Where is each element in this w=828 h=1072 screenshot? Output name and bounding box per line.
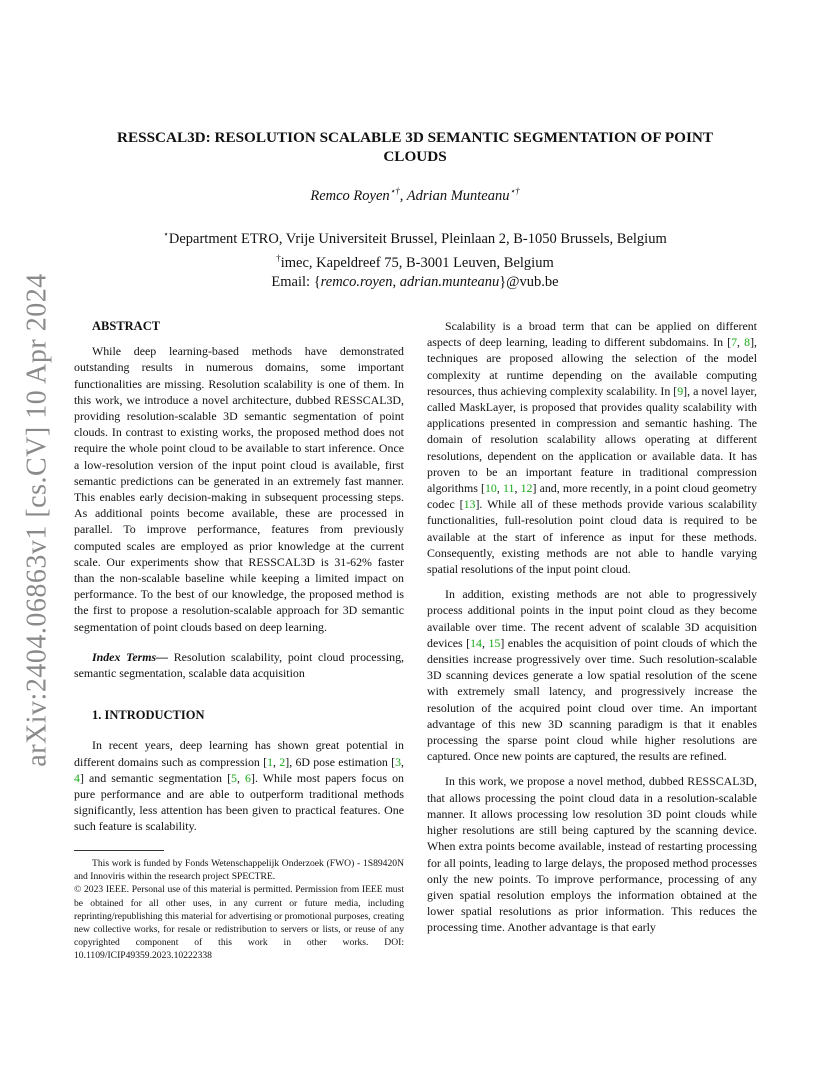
text-run: ]. While most papers focus on pure performance and are able to outperform traditional methods significantly, less attention has been given to practical features. One such feature is scalability. (74, 770, 404, 834)
email-suffix: }@vub.be (499, 273, 559, 290)
citation-link[interactable]: 13 (463, 497, 476, 512)
text-run: In recent years, deep learning has shown great potential in different domains such as compression [ (74, 738, 404, 769)
text-run: , (496, 481, 503, 496)
left-column (74, 318, 404, 844)
text-run: ] enables the acquisition of point clouds of which the densities increase progressively over time. Such resolution-scalable 3D scanning devices generate a low spatial resolution of the scene with extremely small latency, and progressively increase the resolution of the acquired point cloud over time. An important advantage of this new 3D scanning paradigm is that it enables processing the sparse point cloud while higher resolutions are captured. Once new points are captured, the results are refined. (427, 635, 757, 764)
citation-link[interactable]: 5 (231, 770, 237, 785)
citation-link[interactable]: 4 (74, 770, 80, 785)
index-terms (74, 649, 404, 681)
email-names: remco.royen, adrian.munteanu (320, 273, 500, 290)
text-run: ] and semantic segmentation [ (79, 770, 232, 785)
text-run: , (482, 635, 489, 650)
paper-title (90, 128, 740, 166)
citation-link[interactable]: 6 (245, 770, 251, 785)
right-paragraph-1 (427, 318, 757, 577)
text-run: In addition, existing methods are not able to progressively process additional points in the input point cloud as they become available over time. The recent advent of scalable 3D acquisition devices [ (427, 587, 757, 650)
citation-link[interactable]: 12 (520, 481, 533, 496)
text-run: , (236, 770, 246, 785)
funding-note: This work is funded by Fonds Wetenschappelijk Onderzoek (FWO) - 1S89420N and Innoviris within the research project SPECTRE. (74, 858, 404, 883)
text-run: ], techniques are proposed allowing the selection of the model complexity at runtime depending on the available computing resources, thus achieving complexity scalability. In [ (427, 335, 757, 398)
author-2: Adrian Munteanu (406, 187, 510, 204)
citation-link[interactable]: 2 (279, 754, 286, 769)
citation-link[interactable]: 10 (484, 481, 497, 496)
text-run: , (401, 754, 404, 769)
text-run: , (514, 481, 521, 496)
citation-link[interactable]: 7 (731, 335, 738, 350)
citation-link[interactable]: 9 (677, 383, 684, 398)
arxiv-id-text: arXiv:2404.06863v1 [cs.CV] 10 Apr 2024 (22, 273, 53, 767)
citation-link[interactable]: 3 (395, 754, 402, 769)
introduction-heading: 1. INTRODUCTION (92, 708, 205, 723)
citation-link[interactable]: 11 (503, 481, 515, 496)
affiliation-1-mark: ⋆ (163, 229, 169, 239)
right-paragraph-3: In this work, we propose a novel method, dubbed RESSCAL3D, that allows processing the point cloud data in a resolution-scalable manner. It allows processing low resolution 3D point clouds while higher resolutions are still being captured by the scanning device. When extra points become available, instead of restarting processing for all points, leading to large delays, the proposed method processes only the new points. To improve performance, processing of any given spatial resolution employs the information obtained at the lower spatial resolutions as prior information. This reduces the processing time. Another advantage is that early (427, 774, 757, 935)
affiliation-2 (90, 249, 740, 273)
text-run: ]. While all of these methods provide various scalability functionalities, full-resolution point cloud data is required to be available at the start of inference as input for these methods. Consequently, existing methods are not able to handle varying spatial resolutions of the input point cloud. (427, 497, 758, 577)
title-line-2: CLOUDS (383, 148, 447, 165)
affiliation-1 (90, 225, 740, 249)
footnote-rule (74, 850, 164, 851)
footnote (74, 850, 404, 963)
citation-link[interactable]: 14 (470, 635, 482, 650)
author-separator: , (399, 187, 407, 204)
text-run: ] and, more recently, in a point cloud geometry codec [ (427, 481, 757, 512)
affiliation-2-mark: † (276, 252, 281, 263)
copyright-note: © 2023 IEEE. Personal use of this material is permitted. Permission from IEEE must be obtained for all other uses, in any current or future media, including reprinting/republishing this material for advertising or promotional purposes, creating new collective works, for resale or redistribution to servers or lists, or reuse of any copyrighted component of this work in other works. DOI: 10.1109/ICIP49359.2023.10222338 (74, 884, 404, 962)
email-prefix: Email: { (271, 273, 321, 290)
author-2-marks: ⋆† (509, 186, 520, 196)
text-run: Scalability is a broad term that can be applied on different aspects of deep learning, leading to different subdomains. In [ (427, 319, 757, 350)
intro-paragraph-1 (74, 737, 404, 834)
affiliation-2-text: imec, Kapeldreef 75, B-3001 Leuven, Belgium (280, 254, 554, 271)
index-terms-label: Index Terms— (92, 649, 168, 664)
index-terms-text: Resolution scalability, point cloud processing, semantic segmentation, scalable data acquisition (74, 649, 404, 681)
right-paragraph-2 (427, 586, 757, 764)
author-1: Remco Royen (310, 187, 390, 204)
author-1-marks: ⋆† (389, 186, 400, 196)
affiliations (90, 225, 740, 292)
citation-link[interactable]: 1 (267, 754, 274, 769)
text-run: ], 6D pose estimation [ (285, 754, 396, 769)
text-run: , (737, 335, 745, 350)
citation-link[interactable]: 8 (744, 335, 751, 350)
affiliation-1-text: Department ETRO, Vrije Universiteit Brussel, Pleinlaan 2, B-1050 Brussels, Belgium (168, 230, 667, 247)
right-column (427, 318, 757, 945)
abstract-heading: ABSTRACT (92, 319, 161, 333)
abstract-text: While deep learning-based methods have demonstrated outstanding results in numerous domains, some important functionalities are missing. Resolution scalability is one of them. In this work, we introduce a novel architecture, dubbed RESSCAL3D, providing resolution-scalable 3D semantic segmentation of point clouds. In contrast to existing works, the proposed method does not require the whole point cloud to be available to start inference. Once a low-resolution version of the input point cloud is available, first semantic predictions can be generated in an extremely fast manner. This enables early decision-making in subsequent processing steps. As additional points become available, these are processed in parallel. To improve performance, features from previously computed scales are employed as prior knowledge at the current scale. Our experiments show that RESSCAL3D is 31-62% faster than the non-scalable baseline while keeping a limited impact on performance. To the best of our knowledge, the proposed method is the first to propose a resolution-scalable approach for 3D semantic segmentation of point clouds based on deep learning. (74, 344, 404, 634)
arxiv-side-identifier (18, 273, 58, 767)
citation-link[interactable]: 15 (488, 635, 501, 650)
email-line (90, 273, 740, 292)
title-line-1: RESSCAL3D: RESOLUTION SCALABLE 3D SEMANTIC SEGMENTATION OF POINT (117, 129, 713, 146)
text-run: ], a novel layer, called MaskLayer, is proposed that provides quality scalability with applications presented in compression and semantic hashing. The domain of resolution scalability allows operating at different resolutions, dependent on the application or available data. It has proven to be an important feature in traditional compression algorithms [ (427, 383, 757, 496)
author-list (90, 186, 740, 205)
text-run: , (273, 754, 280, 769)
